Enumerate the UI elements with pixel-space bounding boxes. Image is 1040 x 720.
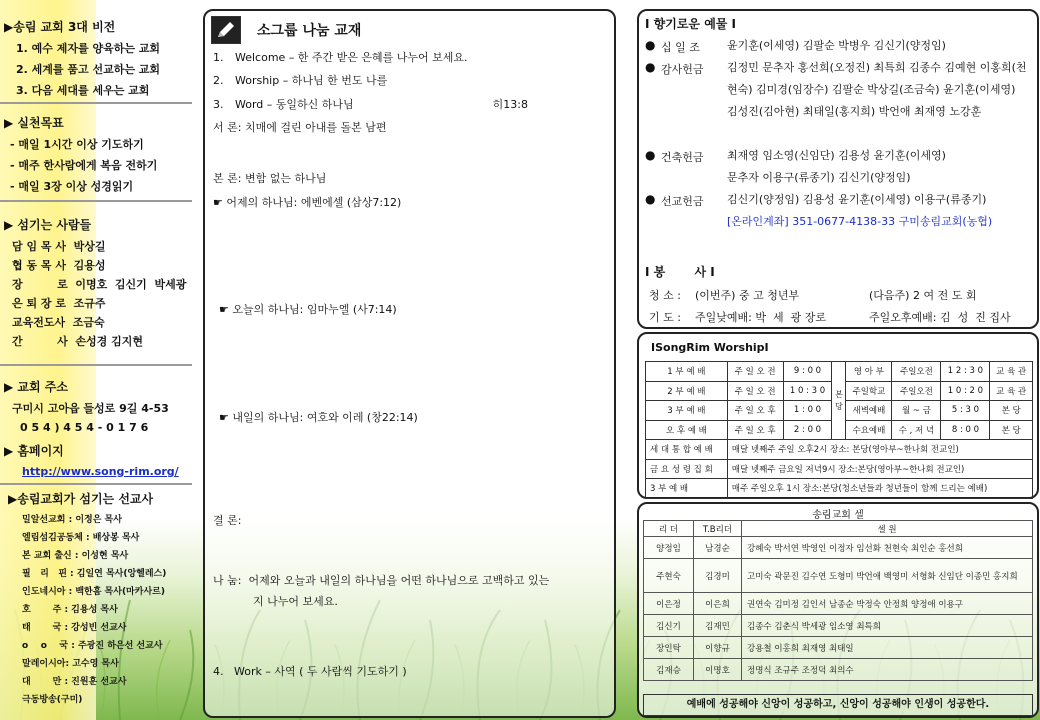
- scripture-reference: 히13:8: [492, 98, 528, 111]
- table-cell: 매달 넷째주 금요일 저녁9시 장소:본당(영아부~한나회 전교인): [727, 459, 1032, 479]
- table-cell: 주일오전: [892, 362, 941, 382]
- homepage-link[interactable]: http://www.song-rim.org/: [22, 465, 179, 478]
- table-row: [644, 593, 1033, 615]
- table-cell: 주 일 오 전: [727, 381, 783, 401]
- missionary-item: 엘림섬김공동체 : 배상봉 목사: [22, 533, 140, 543]
- table-cell: 금 요 성 령 집 회: [646, 459, 728, 479]
- offering-label: 선교헌금: [661, 195, 704, 208]
- table-cell: 주 일 오 전: [727, 362, 783, 382]
- table-row: [646, 479, 1033, 499]
- cell-group-table: [643, 520, 1033, 681]
- missionaries-section: [0, 490, 196, 709]
- table-row: [646, 362, 1033, 382]
- cell-group-title: 송림교회 셀: [812, 510, 864, 521]
- vision-item: 2. 세계를 품고 선교하는 교회: [16, 63, 161, 76]
- table-cell: 교 육 관: [990, 362, 1033, 382]
- table-cell: 수요예배: [846, 420, 892, 440]
- divider: [0, 483, 192, 485]
- study-point-today: ☛ 오늘의 하나님: 임마누엘 (사7:14): [219, 303, 397, 316]
- bullet-icon: ●: [645, 38, 656, 52]
- left-sidebar: [0, 0, 196, 720]
- table-header-row: [644, 521, 1033, 537]
- goals-section: [0, 114, 196, 197]
- table-row: [644, 559, 1033, 593]
- offering-names: 최재영 임소영(신임단) 김용성 윤기훈(이세영) 문추자 이용구(류종기) 김신기(양정임): [727, 149, 946, 184]
- table-cell: 남경순: [694, 537, 742, 559]
- prayer-evening-service: 주일오후예배: 김 성 진 집사: [869, 311, 1011, 324]
- table-cell: 이은정: [644, 593, 694, 615]
- table-cell: 매달 넷째주 주일 오후2시 장소: 본당(영아부~한나회 전교인): [727, 440, 1032, 460]
- servant-item: 은 퇴 장 로 조규주: [12, 297, 106, 310]
- servant-item: 협 동 목 사 김용성: [12, 259, 106, 272]
- goal-item: - 매일 1시간 이상 기도하기: [10, 138, 144, 151]
- table-cell: 강용철 이홍희 최재영 최태일: [742, 637, 1033, 659]
- missionary-item: 밀알선교회 : 이정은 목사: [22, 515, 122, 525]
- table-cell: 본 당: [990, 401, 1033, 421]
- table-cell: 3 부 예 배: [646, 401, 728, 421]
- study-point-tomorrow: ☛ 내일의 하나님: 여호와 이레 (창22:14): [219, 411, 418, 424]
- bullet-icon: ●: [645, 148, 656, 162]
- table-cell: 2 : 0 0: [783, 420, 832, 440]
- offering-names: 김신기(양정임) 김용성 윤기훈(이세영) 이용구(류종기): [727, 193, 987, 206]
- offering-title: I 향기로운 예물 I: [645, 17, 737, 31]
- goal-item: - 매주 한사람에게 복음 전하기: [10, 159, 158, 172]
- table-cell: 오 후 예 배: [646, 420, 728, 440]
- worship-schedule-table: [645, 361, 1033, 499]
- missionary-item: 태 국 : 강성빈 선교사: [22, 623, 127, 633]
- divider: [0, 364, 192, 366]
- missionary-item: 호 주 : 김용성 목사: [22, 605, 118, 615]
- prayer-label: 기 도 :: [649, 311, 681, 324]
- table-cell: 매주 주일오후 1시 장소:본당(청소년들과 청년들이 함께 드리는 예배): [727, 479, 1032, 499]
- prayer-day-service: 주일낮예배: 박 세 광 장로: [695, 311, 826, 324]
- address-section: [0, 378, 196, 437]
- table-cell: 양정임: [644, 537, 694, 559]
- table-cell: 영 아 부: [846, 362, 892, 382]
- table-cell: 주일학교: [846, 381, 892, 401]
- servant-item: 장 로 이명호 김신기 박세광: [12, 278, 187, 291]
- table-cell: 이향규: [694, 637, 742, 659]
- table-cell: 주 일 오 후: [727, 420, 783, 440]
- study-title: 소그룹 나눔 교재: [257, 23, 362, 39]
- service-title: I 봉 사 I: [645, 265, 715, 279]
- offering-label: 십 일 조: [661, 41, 700, 54]
- study-conclusion: 결 론:: [213, 514, 242, 527]
- table-cell: 김신기: [644, 615, 694, 637]
- table-cell: 고미숙 곽문진 김수연 도형미 박언애 백영미 서형화 신임단 이종민 홍지희: [742, 559, 1033, 593]
- table-row: [646, 459, 1033, 479]
- bullet-icon: ●: [645, 192, 656, 206]
- worship-schedule-panel: [637, 332, 1039, 499]
- study-point-yesterday: ☛ 어제의 하나님: 에벤에셀 (삼상7:12): [213, 196, 402, 209]
- table-header: 리 더: [644, 521, 694, 537]
- side-label: 본 당: [832, 362, 846, 440]
- study-sharing: 나 눔: 어제와 오늘과 내일의 하나님을 어떤 하나님으로 고백하고 있는: [213, 574, 550, 587]
- homepage-section: [0, 442, 196, 478]
- phone-number: 0 5 4 ) 4 5 4 - 0 1 7 6: [20, 421, 149, 434]
- table-cell: 1 0 : 2 0: [941, 381, 990, 401]
- table-cell: 김재민: [694, 615, 742, 637]
- table-row: [644, 637, 1033, 659]
- table-cell: 이은희: [694, 593, 742, 615]
- pen-icon: [211, 16, 241, 44]
- table-cell: 이명호: [694, 659, 742, 681]
- small-group-study-panel: [203, 9, 616, 718]
- offering-names: 윤기훈(이세영) 김팔순 박병우 김신기(양정임): [727, 39, 946, 52]
- servants-title: ▶ 섬기는 사람들: [4, 218, 92, 232]
- motto-footer: 예배에 성공해야 신앙이 성공하고, 신앙이 성공해야 인생이 성공한다.: [643, 694, 1033, 716]
- divider: [0, 102, 192, 104]
- divider: [0, 200, 192, 202]
- cell-group-panel: [637, 502, 1039, 718]
- study-body: 본 론: 변함 없는 하나님: [213, 172, 327, 185]
- table-cell: 9 : 0 0: [783, 362, 832, 382]
- worship-title: ISongRim WorshipI: [651, 341, 769, 354]
- table-cell: 세 대 통 합 예 배: [646, 440, 728, 460]
- table-cell: 1 2 : 3 0: [941, 362, 990, 382]
- table-header: 셀 원: [742, 521, 1033, 537]
- goal-item: - 매일 3장 이상 성경읽기: [10, 180, 134, 193]
- study-header: [211, 15, 361, 45]
- missionary-item: o o 국 : 주광진 하은선 선교사: [22, 641, 163, 651]
- offering-panel: [637, 9, 1039, 329]
- table-header: T.B리더: [694, 521, 742, 537]
- vision-section: [0, 18, 196, 101]
- table-row: [644, 615, 1033, 637]
- table-cell: 1 : 0 0: [783, 401, 832, 421]
- study-item-welcome: 1. Welcome – 한 주간 받은 은혜를 나누어 보세요.: [213, 51, 468, 64]
- address-title: ▶ 교회 주소: [4, 380, 68, 394]
- table-cell: 새벽예배: [846, 401, 892, 421]
- homepage-title: ▶ 홈페이지: [4, 444, 64, 458]
- table-cell: 본 당: [990, 420, 1033, 440]
- table-cell: 1 0 : 3 0: [783, 381, 832, 401]
- table-cell: 강혜숙 박서연 박영인 이정자 임선화 천현숙 최인순 홍선희: [742, 537, 1033, 559]
- study-item-word: 3. Word – 동일하신 하나님 히13:8: [213, 98, 528, 111]
- table-cell: 정명식 조규주 조정덕 최의수: [742, 659, 1033, 681]
- vision-item: 3. 다음 세대를 세우는 교회: [16, 84, 150, 97]
- table-cell: 1 부 예 배: [646, 362, 728, 382]
- table-cell: 8 : 0 0: [941, 420, 990, 440]
- table-cell: 주일오전: [892, 381, 941, 401]
- cleaning-this-week: (이번주) 중 고 청년부: [695, 289, 800, 302]
- table-cell: 김종수 김춘식 박세광 임소영 최특희: [742, 615, 1033, 637]
- table-cell: 김재승: [644, 659, 694, 681]
- offering-label: 건축헌금: [661, 151, 704, 164]
- study-sharing-cont: 지 나누어 보세요.: [253, 595, 338, 608]
- offering-names: 김정민 문추자 홍선희(오정진) 최특희 김종수 김예현 이홍희(천현숙) 김미경(임장수) 김팔순 박상길(조금숙) 윤기훈(이세영) 김성진(김아현) 최태일(홍지희) 박언애 최재영 노강훈: [727, 61, 1027, 118]
- study-item-worship: 2. Worship – 하나님 한 번도 나를: [213, 74, 388, 87]
- table-cell: 교 육 관: [990, 381, 1033, 401]
- table-cell: 월 ~ 금: [892, 401, 941, 421]
- table-cell: 주현숙: [644, 559, 694, 593]
- cleaning-label: 청 소 :: [649, 289, 681, 302]
- table-cell: 장인탁: [644, 637, 694, 659]
- servant-item: 간 사 손성경 김지현: [12, 335, 143, 348]
- vision-item: 1. 예수 제자를 양육하는 교회: [16, 42, 161, 55]
- missionary-item: 극동방송(구미): [22, 695, 83, 705]
- servants-section: [0, 216, 196, 351]
- goals-title: ▶ 실천목표: [4, 116, 64, 130]
- table-cell: 김경미: [694, 559, 742, 593]
- online-account: [온라인계좌] 351-0677-4138-33 구미송림교회(농협): [727, 215, 993, 228]
- bullet-icon: ●: [645, 60, 656, 74]
- table-cell: 주 일 오 후: [727, 401, 783, 421]
- table-row: [644, 537, 1033, 559]
- table-cell: 권연숙 김미정 김인서 남종순 박정숙 안정희 양정애 이용구: [742, 593, 1033, 615]
- study-item-work: 4. Work – 사역 ( 두 사람씩 기도하기 ): [213, 665, 407, 678]
- missionaries-title: ▶송림교회가 섬기는 선교사: [8, 492, 154, 506]
- servant-item: 교육전도사 조금숙: [12, 316, 105, 329]
- missionary-item: 말레이시아: 고수영 목사: [22, 659, 119, 669]
- missionary-item: 인도네시아 : 백한흠 목사(마카사르): [22, 587, 165, 597]
- vision-title: ▶송림 교회 3대 비전: [4, 20, 116, 34]
- table-cell: 3 부 예 배: [646, 479, 728, 499]
- table-cell: 수 , 저 녁: [892, 420, 941, 440]
- study-introduction: 서 론: 치매에 걸린 아내를 돌본 남편: [213, 121, 387, 134]
- table-row: [644, 659, 1033, 681]
- servant-item: 담 임 목 사 박상길: [12, 240, 106, 253]
- missionary-item: 대 만 : 진원훈 선교사: [22, 677, 127, 687]
- missionary-item: 본 교회 출신 : 이성현 목사: [22, 551, 129, 561]
- offering-label: 감사헌금: [661, 63, 704, 76]
- table-cell: 5 : 3 0: [941, 401, 990, 421]
- table-row: [646, 440, 1033, 460]
- missionary-item: 필 리 핀 : 김일연 목사(앙헬레스): [22, 569, 167, 579]
- address-line: 구미시 고아읍 들성로 9길 4-53: [12, 402, 169, 415]
- cleaning-next-week: (다음주) 2 여 전 도 회: [869, 289, 977, 302]
- table-cell: 2 부 예 배: [646, 381, 728, 401]
